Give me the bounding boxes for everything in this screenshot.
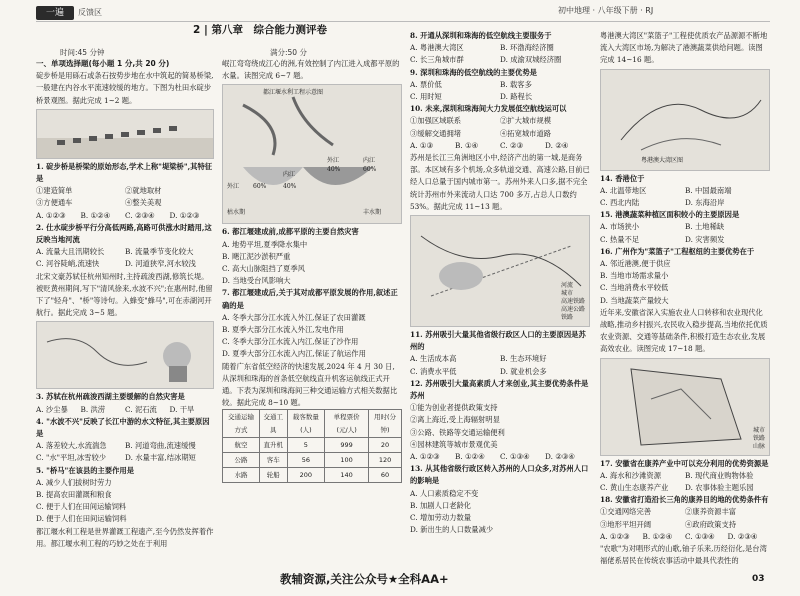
option[interactable]: A. 邻近港澳,便于供应: [600, 259, 671, 269]
question-18-choices: [600, 531, 770, 543]
option[interactable]: C. 河谷陡峭,流速快: [36, 259, 100, 269]
section-label: 反馈区: [78, 8, 102, 17]
intro-text: 岷江弯弯绕成江心的洲,有效控制了内江进入成都平原的水量。读图完成 6~7 题。: [222, 59, 400, 81]
option[interactable]: A. ①②③: [36, 210, 66, 220]
question-9: 9. 深圳和珠海的低空航线的主要优势是: [410, 67, 537, 77]
intro-text: 随着广东省低空经济的快速发展,2024 年 4 月 30 日,从深圳和珠海的首条低空航线直升机客运航线正式开通。下表为深圳和珠海间三种交通运输方式相关数据比较。据此完成 8~10 题。: [222, 361, 398, 408]
score-label: 满分:50 分: [270, 48, 307, 57]
table-header-row: [223, 410, 402, 437]
intro-text: "农歌"为对唱形式的山歌,铀子乐来,历经衍化,是台湾福佬系居民在传统农事活动中最具代表性的: [600, 544, 767, 566]
option[interactable]: C. ①③④: [500, 452, 530, 462]
question-9-options: [410, 79, 590, 103]
question-2: 2. 仕水碇步桥平行分高低两路,高路可供涨水时踏用,这反映当地河流: [36, 222, 212, 245]
option[interactable]: A. 票价低: [410, 79, 442, 89]
question-10-options: [410, 115, 590, 139]
option[interactable]: C. 黄山生态康养产业: [600, 483, 669, 493]
intro-text: 都江堰水利工程是世界灌溉工程遗产,至今仍然发挥着作用。都江堰水利工程的巧妙之处在于利用: [36, 526, 214, 548]
option[interactable]: D. 水量丰富,结冰期短: [125, 453, 196, 463]
bay-area-map: [600, 69, 770, 171]
option[interactable]: A. 落差较大,水流湍急: [36, 441, 107, 451]
table-row: [223, 437, 402, 452]
label-waijiang: 外江: [327, 157, 340, 165]
table-header: 单程票价(元/人): [325, 410, 369, 437]
option[interactable]: ④整关美观: [125, 198, 162, 208]
option[interactable]: C. 泥石流: [125, 404, 157, 414]
option[interactable]: D. 灾害频发: [685, 234, 725, 244]
option[interactable]: B. 洪涝: [80, 404, 106, 414]
table-cell: 客车: [259, 453, 287, 468]
option[interactable]: ②离上海近,受上海辐射明显: [410, 415, 500, 425]
option[interactable]: B. 载客多: [500, 79, 532, 89]
option[interactable]: C. ②③④: [125, 210, 155, 220]
intro-text: 粤港澳大湾区"菜篮子"工程使优质农产品源源不断地流入大湾区市场,为解决了港澳蔬菜供给问题。读图完成 14~16 题。: [600, 31, 768, 65]
label-neijiang-2: 内江: [283, 171, 296, 179]
question-17-options: [600, 470, 770, 494]
table-cell: 5: [287, 437, 325, 452]
option[interactable]: ③公路、铁路等交通运输便利: [410, 427, 505, 437]
option[interactable]: D. 东海沿岸: [685, 198, 725, 208]
option[interactable]: D. 成渝双城经济圈: [500, 55, 562, 65]
option[interactable]: C. 消费水平低: [410, 366, 457, 376]
question-13: 13. 从其他省级行政区转入苏州的人口众多,对苏州人口的影响是: [410, 464, 589, 486]
option[interactable]: ②扩大城市规模: [500, 116, 552, 126]
label-flood: 丰水期: [363, 209, 382, 217]
legend-item: 城市: [560, 290, 573, 298]
map-caption: 粤港澳大湾区图: [641, 157, 684, 165]
bridge-illustration: [37, 110, 213, 158]
legend-item: 山脉: [752, 442, 765, 450]
option[interactable]: C. 冬季大部分江水流入内江,保证了沙作用: [222, 337, 359, 347]
map-title: 都江堰水利工程示意图: [263, 89, 324, 97]
option[interactable]: B. ①②④: [455, 452, 485, 462]
option[interactable]: A. ①③: [410, 140, 433, 150]
brand-badge: 一遍: [36, 6, 74, 20]
option[interactable]: D. 路程长: [500, 92, 533, 102]
table-cell: 200: [287, 468, 325, 483]
option[interactable]: B. ①②④: [642, 531, 673, 541]
question-15-options: [600, 221, 770, 245]
option[interactable]: A. 减少人们拔树时劳力: [36, 477, 112, 487]
table-cell: 20: [369, 437, 402, 452]
question-15: 15. 港澳蔬菜种植区面积较小的主要原因是: [600, 210, 740, 220]
suzhou-map: [410, 215, 590, 327]
option[interactable]: C. 热量不足: [600, 234, 640, 244]
question-5: 5. "桥马"在该县的主要作用是: [36, 465, 135, 475]
table-header: 交通运输方式: [223, 410, 260, 437]
option[interactable]: B. ①②④: [80, 210, 111, 220]
bridge-photo: [36, 109, 214, 159]
legend-item: 高速公路: [560, 306, 585, 314]
dujiangyan-drawing: [223, 85, 401, 221]
column-2: [222, 58, 402, 483]
option[interactable]: B. 夏季大部分江水流入外江,发电作用: [222, 325, 344, 335]
table-cell: 100: [325, 453, 369, 468]
option[interactable]: D. 河道狭窄,河水较浅: [125, 259, 196, 269]
option[interactable]: D. ②③④: [727, 531, 758, 541]
anhui-map: [600, 358, 770, 456]
legend-item: 城市: [752, 426, 765, 434]
bay-area-drawing: [601, 70, 769, 158]
option[interactable]: ③方便通车: [36, 198, 73, 208]
legend-item: 河流: [560, 282, 573, 290]
question-4-options: [36, 440, 214, 464]
option[interactable]: C. 便于人们在田间运输饲料: [36, 502, 127, 512]
option[interactable]: C. 西北内陆: [600, 198, 640, 208]
question-6: 6. 都江堰建成前,成都平原的主要自然灾害: [222, 227, 359, 237]
subject-label: 初中地理 · 八年级下册 · RJ: [558, 6, 654, 15]
option[interactable]: ①能为创业者提供政策支持: [410, 403, 498, 413]
question-8-options: [410, 42, 590, 66]
question-11: 11. 苏州吸引大量其他省级行政区人口的主要原因是苏州的: [410, 330, 586, 352]
option[interactable]: B. 流量季节变化较大: [125, 247, 194, 257]
question-10: 10. 未来,深圳和珠海间大力发展低空航线运可以: [410, 104, 567, 114]
option[interactable]: C. 增加劳动力数量: [410, 513, 472, 523]
table-header: 载客数量(人): [287, 410, 325, 437]
label-pct: 40%: [327, 166, 341, 174]
option[interactable]: B. 提高农田灌溉和粮食: [36, 490, 112, 500]
label-pct: 60%: [253, 183, 267, 191]
label-pct: 40%: [283, 183, 297, 191]
option[interactable]: C. ②③: [500, 140, 524, 150]
time-label: 时间:45 分钟: [60, 48, 105, 57]
table-cell: 60: [369, 468, 402, 483]
question-10-choices: [410, 140, 590, 152]
option[interactable]: C. ①③④: [685, 531, 715, 541]
section-heading: 一、单项选择题(每小题 1 分,共 20 分): [36, 59, 170, 68]
table-cell: 航空: [223, 437, 260, 452]
question-11-options: [410, 353, 590, 377]
map-drawing: [37, 322, 213, 388]
map-legend: [561, 282, 585, 322]
option[interactable]: B. 飓江泥沙淤积严重: [222, 251, 291, 261]
question-1-options: [36, 185, 214, 209]
column-3: [410, 30, 590, 537]
option[interactable]: D. 夏季大部分江水流入内江,保证了航运作用: [222, 349, 366, 359]
table-row: [223, 468, 402, 483]
option[interactable]: ②康养资源丰富: [685, 507, 737, 517]
intro-text: 碇步桥是用砾石或条石按势步地在水中筑起的简易桥梁,一般建在内谷水平流速较缓的地方。下图为杜田水碇步桥景观图。据此完成 1~2 题。: [36, 71, 214, 105]
table-cell: 56: [287, 453, 325, 468]
option[interactable]: B. ①④: [455, 140, 479, 150]
label-neijiang: 内江: [363, 157, 376, 165]
option[interactable]: ①加强区域联系: [410, 116, 462, 126]
option[interactable]: A. 地势平坦,夏季降水集中: [222, 239, 308, 249]
legend-item: 铁路: [752, 434, 765, 442]
question-1: 1. 碇步桥是桥梁的原始形态,学术上称"堤梁桥",其特征是: [36, 161, 213, 184]
option[interactable]: B. 环渤海经济圈: [500, 43, 554, 53]
question-14: 14. 香港位于: [600, 173, 645, 183]
question-2-options: [36, 246, 214, 270]
map-legend: [753, 427, 765, 451]
column-1: [36, 58, 214, 550]
table-header: 交通工具: [259, 410, 287, 437]
option[interactable]: B. 河道弯曲,流速缓慢: [125, 441, 196, 451]
question-17: 17. 安徽省在康养产业中可以充分利用的优势资源是: [600, 458, 769, 468]
table-row: [223, 453, 402, 468]
option[interactable]: C. 长三角城市群: [410, 55, 464, 65]
transport-table: [222, 409, 402, 483]
option[interactable]: A. ①②③: [600, 531, 630, 541]
column-4: [600, 30, 770, 567]
option[interactable]: ④政府政策支持: [685, 519, 737, 529]
option[interactable]: D. 新出生的人口数量减少: [410, 525, 494, 535]
intro-text: 北宋文豪苏轼任杭州知州时,主持疏浚西湖,修筑长堤。被贬黄州期间,写下"清风徐来,水波不兴";在惠州时,他留下了"轻舟"、"桥"等诗句。入蜂变"蜂马",可在赤湖河开航行。据此完成 3~5 题。: [36, 271, 213, 318]
option[interactable]: D. 当地受台风影响大: [222, 276, 291, 286]
page-title: 2 | 第八章 综合能力测评卷: [193, 24, 327, 36]
option[interactable]: ①建造简单: [36, 186, 73, 196]
option[interactable]: D. ②③④: [545, 452, 575, 462]
map-illustration: [36, 321, 214, 389]
page-header: [0, 0, 800, 34]
option[interactable]: A. 海水和沙滩资源: [600, 470, 661, 480]
option[interactable]: D. 当地蔬菜产量较大: [600, 295, 669, 305]
table-cell: 轮船: [259, 468, 287, 483]
table-cell: 直升机: [259, 437, 287, 452]
intro-text: 苏州是长江三角洲地区小中,经济产出的第一城,是商务部。本区域有多个机场,众多轨道交通、高速公路,目前已经人口总量于国内城市第一。苏州外来人口多,据不完全统计苏州市外来流动人口达 700 多万,占总人口数约 53%。据此完成 11~13 题。: [410, 153, 590, 211]
option[interactable]: ①交通网络完善: [600, 507, 652, 517]
legend-item: 高速铁路: [560, 298, 585, 306]
option[interactable]: A. ①②③: [410, 452, 440, 462]
option[interactable]: D. 就业机会多: [500, 366, 547, 376]
footer-banner: 教辅资源,关注公众号★全科AA+: [280, 572, 449, 586]
option[interactable]: A. 粤港澳大湾区: [410, 43, 464, 53]
option[interactable]: A. 沙尘暴: [36, 404, 68, 414]
table-cell: 140: [325, 468, 369, 483]
option[interactable]: A. 人口素质稳定不变: [410, 488, 479, 498]
label-pct: 60%: [363, 166, 377, 174]
option[interactable]: D. 便于人们在田间运输饲料: [36, 514, 127, 524]
option[interactable]: A. 生活成本高: [410, 354, 457, 364]
anhui-map-drawing: [601, 359, 769, 453]
label-dry: 枯水期: [227, 209, 246, 217]
option[interactable]: A. 北温带地区: [600, 185, 647, 195]
option[interactable]: C. 用时短: [410, 92, 442, 102]
intro-text: 近年来,安徽省深入实施农业人口转移和农业现代化战略,推动乡村振兴,农民收入稳步提高,当地依托优质农业资源、交通等基础条件,积极打造生态农业,发展高效农业。读图完成 17~18 题。: [600, 307, 768, 354]
option[interactable]: D. 农事体验主题乐园: [685, 483, 754, 493]
option[interactable]: A. 流量大且汛期较长: [36, 247, 105, 257]
option[interactable]: B. 现代商业购物体验: [685, 470, 754, 480]
option[interactable]: D. 干旱: [169, 404, 195, 414]
option[interactable]: D. ①②③: [169, 210, 200, 220]
question-8: 8. 开通从深圳和珠海的低空航线主要服务于: [410, 31, 552, 40]
option[interactable]: B. 当地市场需求量小: [600, 271, 669, 281]
page-number: 03: [752, 574, 765, 584]
option[interactable]: ③地形平坦开阔: [600, 519, 652, 529]
option[interactable]: C. 高大山脉阻挡了夏季风: [222, 264, 305, 274]
option[interactable]: B. 生态环境好: [500, 354, 547, 364]
question-16: 16. 广州作为"菜篮子"工程枢纽的主要优势在于: [600, 246, 755, 256]
option[interactable]: D. ②④: [545, 140, 569, 150]
option[interactable]: B. 中国最南端: [685, 185, 732, 195]
question-18: 18. 安徽省打造沿长三角的康养目的地的优势条件有: [600, 495, 769, 505]
question-1-choices: [36, 210, 214, 222]
option[interactable]: B. 加剧人口老龄化: [410, 500, 472, 510]
question-14-options: [600, 185, 770, 209]
table-cell: 水路: [223, 468, 260, 483]
option[interactable]: A. 冬季大部分江水流入外江,保证了农田灌溉: [222, 312, 366, 322]
table-cell: 120: [369, 453, 402, 468]
dujiangyan-diagram: [222, 84, 402, 224]
legend-item: 铁路: [560, 314, 573, 322]
option[interactable]: B. 土地稀缺: [685, 222, 725, 232]
option[interactable]: ④拓宽城市道路: [500, 128, 552, 138]
question-18-options: [600, 506, 770, 530]
table-cell: 公路: [223, 453, 260, 468]
table-header: 用时(分钟): [369, 410, 402, 437]
label-waijiang-2: 外江: [227, 183, 240, 191]
question-3-options: [36, 404, 214, 416]
option[interactable]: A. 市场狭小: [600, 222, 640, 232]
question-3: 3. 苏轼在杭州疏浚西湖主要缓解的自然灾害是: [36, 392, 185, 402]
header-rule: [36, 21, 770, 22]
question-12: 12. 苏州吸引大量高素质人才来创业,其主要优势条件是苏州: [410, 378, 589, 401]
question-4: 4. "水波不兴"反映了长江中游的水文特征,其主要原因是: [36, 416, 210, 439]
option[interactable]: ③缓解交通拥堵: [410, 128, 462, 138]
option[interactable]: ②就地取材: [125, 186, 162, 196]
option[interactable]: C. "水"平坦,冰雪较少: [36, 453, 107, 463]
option[interactable]: ④园林建筑等城市景观优美: [410, 439, 498, 449]
table-cell: 999: [325, 437, 369, 452]
question-7: 7. 都江堰建成后,关于其对成都平原发展的作用,叙述正确的是: [222, 288, 398, 310]
question-12-choices: [410, 451, 590, 463]
option[interactable]: C. 当地消费水平较低: [600, 283, 669, 293]
